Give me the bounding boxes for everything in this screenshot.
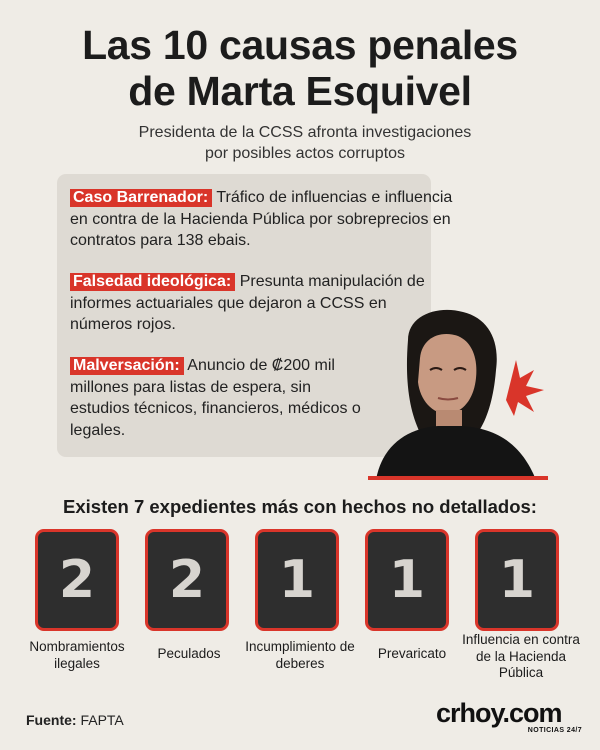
title-line-1: Las 10 causas penales — [82, 22, 518, 68]
section-heading: Existen 7 expedientes más con hechos no detallados: — [63, 496, 537, 517]
stat-count: 2 — [58, 550, 96, 610]
logo-wordmark: crhoy.com — [436, 698, 562, 728]
stat-label: Influencia en contra de la Hacienda Pública — [462, 632, 580, 680]
cause-item — [70, 187, 468, 252]
stat-count-block — [365, 529, 449, 631]
stat-count: 2 — [168, 550, 206, 610]
stat-count-block — [145, 529, 229, 631]
subtitle-line-1: Presidenta de la CCSS afronta investigaciones — [138, 124, 472, 141]
stat-count: 1 — [278, 550, 316, 610]
source-label: Fuente: — [26, 712, 77, 728]
cause-tag: Caso Barrenador: — [70, 189, 212, 207]
source-credit — [26, 712, 124, 728]
cause-tag: Malversación: — [70, 357, 184, 375]
cause-text: Anuncio de ₡200 mil millones para listas de espera, sin estudios técnicos, financieros, médicos o legales. — [70, 357, 361, 439]
stat-label: Incumplimiento de deberes — [245, 639, 355, 671]
title-line-2: de Marta Esquivel — [128, 68, 472, 114]
stat-count: 1 — [498, 550, 536, 610]
subtitle-line-2: por posibles actos corruptos — [204, 145, 406, 162]
stat-count-block — [255, 529, 339, 631]
stat-count-block — [475, 529, 559, 631]
cause-tag: Falsedad ideológica: — [70, 273, 235, 291]
cause-text: Tráfico de influencias e influencia en contra de la Hacienda Pública por sobreprecios en contratos para 138 ebais. — [70, 189, 453, 249]
stat-label: Peculados — [157, 646, 221, 661]
subtitle — [90, 122, 520, 164]
brand-logo — [436, 700, 582, 740]
logo-tagline: NOTICIAS 24/7 — [527, 727, 582, 734]
stat-label: Prevaricato — [377, 646, 447, 661]
cause-item — [70, 355, 370, 441]
stat-count: 1 — [388, 550, 426, 610]
page-title — [0, 22, 600, 114]
cause-text: Presunta manipulación de informes actuariales que dejaron a CCSS en números rojos. — [70, 273, 425, 333]
stat-count-block — [35, 529, 119, 631]
portrait-photo — [368, 300, 548, 480]
starburst-icon — [506, 360, 544, 416]
source-value: FAPTA — [80, 712, 124, 728]
stat-label: Nombramientos ilegales — [29, 639, 125, 671]
